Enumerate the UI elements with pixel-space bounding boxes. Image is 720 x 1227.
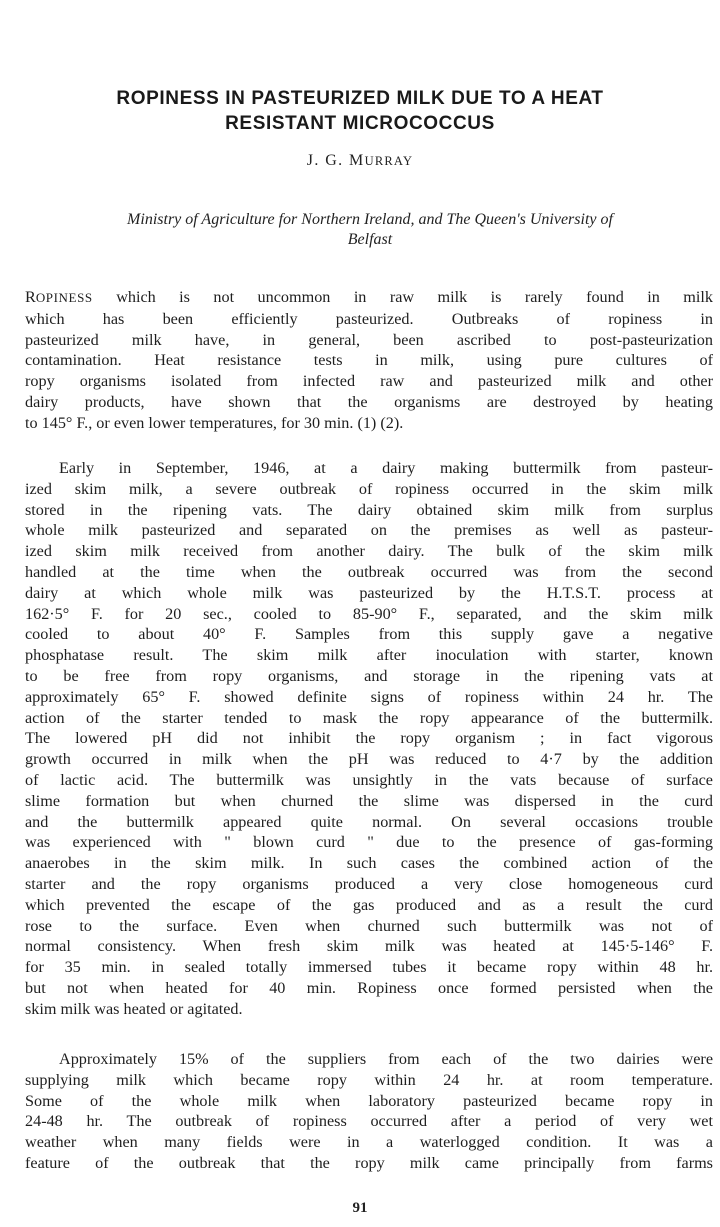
paragraph-line: weather when many fields were in a waterlogged condition. It was a	[25, 1133, 713, 1152]
paragraph-line: dairy products, have shown that the organisms are destroyed by heating	[25, 392, 713, 411]
body-paragraph-3	[25, 1049, 713, 1174]
article-title-line-2: RESISTANT MICROCOCCUS	[225, 113, 495, 134]
paragraph-line: dairy at which whole milk was pasteurized by the H.T.S.T. process at	[25, 583, 713, 602]
paragraph-line: whole milk pasteurized and separated on the premises as well as pasteur-	[25, 521, 713, 540]
author-affiliation	[30, 210, 710, 250]
paragraph-line: feature of the outbreak that the ropy milk came principally from farms	[25, 1153, 713, 1172]
paragraph-line: Approximately 15% of the suppliers from each of the two dairies were	[59, 1050, 713, 1068]
paragraph-line: 162·5° F. for 20 sec., cooled to 85-90° F., separated, and the skim milk	[25, 604, 713, 623]
paragraph-line: stored in the ripening vats. The dairy obtained skim milk from surplus	[25, 500, 713, 519]
article-title	[30, 86, 690, 136]
paragraph-line	[25, 287, 713, 309]
paragraph-line: cooled to about 40° F. Samples from this supply gave a negative	[25, 625, 713, 644]
paragraph-line: of lactic acid. The buttermilk was unsightly in the vats because of surface	[25, 770, 713, 789]
page-number: 91	[352, 1200, 368, 1216]
affiliation-line-2: Belfast	[347, 231, 393, 248]
body-paragraph-2	[25, 458, 713, 1020]
paragraph-line-text: which is not uncommon in raw milk is rarely found in milk	[92, 288, 713, 306]
paragraph-line: growth occurred in milk when the pH was reduced to 4·7 by the addition	[25, 750, 713, 769]
paragraph-line: approximately 65° F. showed definite signs of ropiness within 24 hr. The	[25, 687, 713, 706]
paragraph-line: ized skim milk received from another dairy. The bulk of the skim milk	[25, 542, 713, 561]
author-initials: J. G. M	[306, 152, 365, 169]
paragraph-line: action of the starter tended to mask the ropy appearance of the buttermilk.	[25, 708, 713, 727]
paragraph-line: skim milk was heated or agitated.	[25, 999, 243, 1018]
author-name	[0, 152, 720, 170]
paragraph-line: to be free from ropy organisms, and storage in the ripening vats at	[25, 666, 713, 685]
paragraph-line: for 35 min. in sealed totally immersed tubes it became ropy within 48 hr.	[25, 958, 713, 977]
paragraph-line: 24-48 hr. The outbreak of ropiness occurred after a period of very wet	[25, 1112, 713, 1131]
paragraph-line: Early in September, 1946, at a dairy making buttermilk from pasteur-	[59, 459, 713, 477]
paragraph-line: ized skim milk, a severe outbreak of ropiness occurred in the skim milk	[25, 479, 713, 498]
paragraph-line: to 145° F., or even lower temperatures, for 30 min. (1) (2).	[25, 413, 404, 432]
affiliation-line-1: Ministry of Agriculture for Northern Ireland, and The Queen's University of	[127, 211, 613, 228]
paragraph-line: was experienced with " blown curd " due to the presence of gas-forming	[25, 833, 713, 852]
opening-word-initial: R	[25, 288, 36, 306]
paragraph-line: starter and the ropy organisms produced a very close homogeneous curd	[25, 874, 713, 893]
paragraph-line: rose to the surface. Even when churned such buttermilk was not of	[25, 916, 713, 935]
paragraph-line: normal consistency. When fresh skim milk was heated at 145·5-146° F.	[25, 937, 713, 956]
paragraph-line: The lowered pH did not inhibit the ropy organism ; in fact vigorous	[25, 729, 713, 748]
paragraph-line: slime formation but when churned the slime was dispersed in the curd	[25, 791, 713, 810]
paragraph-line: but not when heated for 40 min. Ropiness once formed persisted when the	[25, 978, 713, 997]
paragraph-line: which has been efficiently pasteurized. Outbreaks of ropiness in	[25, 309, 713, 328]
paragraph-line: supplying milk which became ropy within 24 hr. at room temperature.	[25, 1070, 713, 1089]
paragraph-line: pasteurized milk have, in general, been ascribed to post-pasteurization	[25, 330, 713, 349]
paragraph-line: Some of the whole milk when laboratory pasteurized became ropy in	[25, 1091, 713, 1110]
paragraph-line: ropy organisms isolated from infected raw and pasteurized milk and other	[25, 372, 713, 391]
body-paragraph-1	[25, 287, 713, 434]
article-title-line-1: ROPINESS IN PASTEURIZED MILK DUE TO A HEAT	[116, 88, 604, 109]
paragraph-line: anaerobes in the skim milk. In such cases the combined action of the	[25, 854, 713, 873]
paragraph-line: handled at the time when the outbreak occurred was from the second	[25, 562, 713, 581]
paragraph-line: phosphatase result. The skim milk after inoculation with starter, known	[25, 646, 713, 665]
opening-word-smallcaps: OPINESS	[35, 290, 93, 305]
paragraph-line: contamination. Heat resistance tests in milk, using pure cultures of	[25, 351, 713, 370]
paragraph-line: and the buttermilk appeared quite normal. On several occasions trouble	[25, 812, 713, 831]
author-surname-smallcaps: URRAY	[364, 154, 414, 168]
paragraph-line: which prevented the escape of the gas produced and as a result the curd	[25, 895, 713, 914]
